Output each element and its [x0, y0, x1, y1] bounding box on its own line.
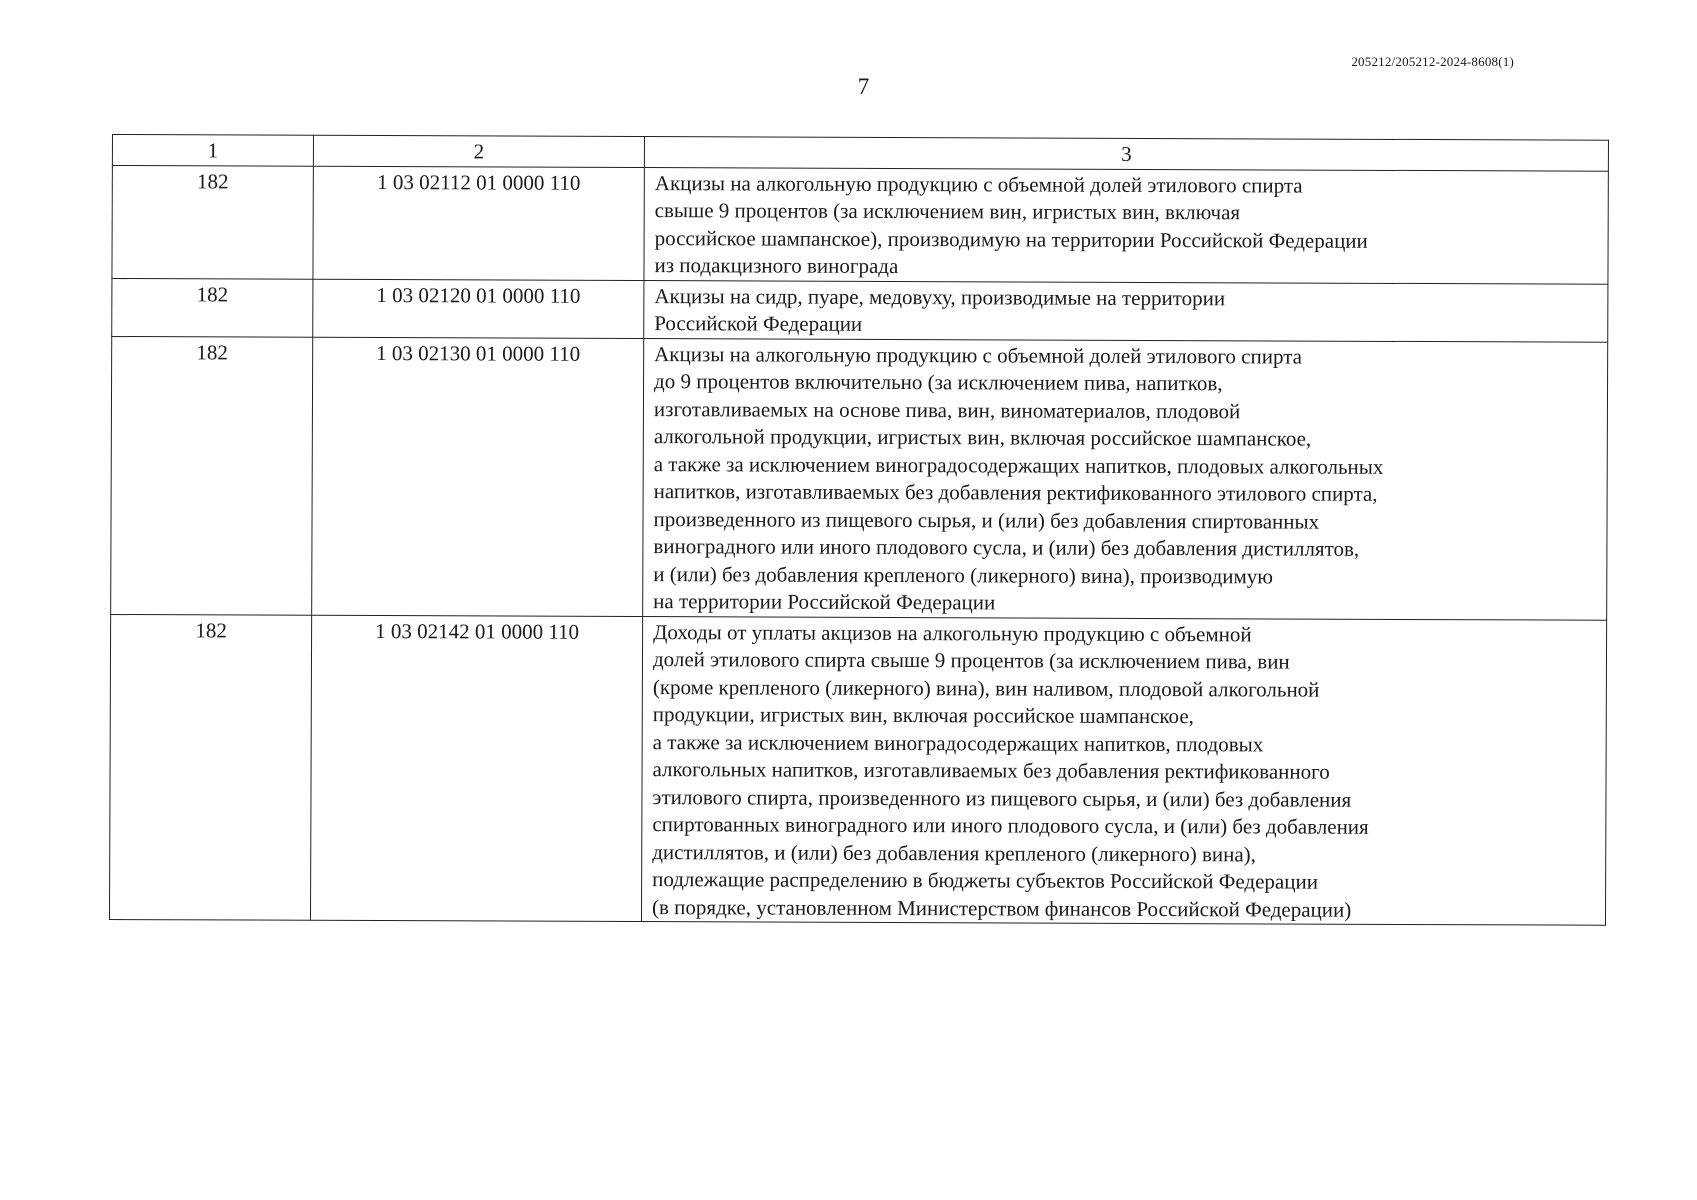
- table-body: [109, 165, 1608, 925]
- description-line: а также за исключением виноградосодержащих напитков, плодовых алкогольных: [653, 451, 1384, 479]
- description-line: продукции, игристых вин, включая российское шампанское,: [652, 702, 1194, 729]
- description-line: на территории Российской Федерации: [653, 589, 996, 615]
- description-line: а также за исключением виноградосодержащих напитков, плодовых: [652, 729, 1264, 756]
- income-description-cell: [641, 616, 1606, 925]
- description-line: Акцизы на алкогольную продукцию с объемной долей этилового спирта: [654, 170, 1303, 198]
- table-row: [111, 336, 1608, 620]
- page-number: 7: [857, 74, 870, 99]
- column-header-3: 3: [644, 137, 1608, 171]
- description-line: виноградного или иного плодового сусла, и (или) без добавления дистиллятов,: [653, 534, 1360, 561]
- table-row: [112, 278, 1608, 342]
- description-line: свыше 9 процентов (за исключением вин, игристых вин, включая: [654, 198, 1241, 225]
- description-line: Российской Федерации: [654, 311, 863, 336]
- budget-classification-code-cell: 1 03 02130 01 0000 110: [312, 337, 644, 616]
- admin-code-cell: 182: [112, 278, 313, 337]
- description-line: этилового спирта, произведенного из пищевого сырья, и (или) без добавления: [652, 784, 1352, 812]
- description-line: Акцизы на сидр, пуаре, медовуху, производимые на территории: [654, 283, 1226, 310]
- description-line: подлежащие распределению в бюджеты субъектов Российской Федерации: [652, 867, 1319, 894]
- description-line: дистиллятов, и (или) без добавления крепленого (ликерного) вина),: [652, 839, 1256, 866]
- excise-codes-table: [109, 134, 1609, 926]
- column-header-1: 1: [112, 135, 313, 166]
- description-line: алкогольных напитков, изготавливаемых без добавления ректификованного: [652, 757, 1330, 784]
- admin-code-cell: 182: [112, 165, 313, 279]
- document-id: 205212/205212-2024-8608(1): [1351, 54, 1514, 69]
- income-description-cell: [643, 338, 1608, 620]
- description-line: (в порядке, установленном Министерством финансов Российской Федерации): [651, 894, 1352, 922]
- budget-classification-code-cell: 1 03 02120 01 0000 110: [313, 279, 644, 338]
- admin-code-cell: 182: [111, 336, 313, 615]
- description-line: до 9 процентов включительно (за исключением пива, напитков,: [654, 369, 1223, 396]
- table-row: [112, 165, 1608, 284]
- description-line: Доходы от уплаты акцизов на алкогольную продукцию с объемной: [653, 619, 1252, 646]
- description-line: напитков, изготавливаемых без добавления ректификованного этилового спирта,: [653, 479, 1378, 506]
- description-line: произведенного из пищевого сырья, и (или) без добавления спиртованных: [653, 506, 1320, 534]
- budget-classification-code-cell: 1 03 02142 01 0000 110: [310, 615, 642, 922]
- table-row: [109, 614, 1606, 925]
- column-header-2: 2: [313, 135, 644, 167]
- description-line: долей этилового спирта свыше 9 процентов (за исключением пива, вин: [652, 647, 1290, 674]
- description-line: и (или) без добавления крепленого (ликерного) вина), производимую: [653, 561, 1274, 588]
- description-line: из подакцизного винограда: [654, 253, 899, 279]
- description-line: Акцизы на алкогольную продукцию с объемной долей этилового спирта: [654, 341, 1303, 369]
- description-line: алкогольной продукции, игристых вин, включая российское шампанское,: [653, 424, 1312, 451]
- description-line: (кроме крепленого (ликерного) вина), вин наливом, плодовой алкогольной: [652, 674, 1320, 702]
- admin-code-cell: 182: [109, 614, 311, 920]
- description-line: российское шампанское), производимую на территории Российской Федерации: [654, 225, 1368, 253]
- description-line: изготавливаемых на основе пива, вин, виноматериалов, плодовой: [653, 396, 1241, 423]
- income-description-cell: [644, 167, 1608, 284]
- income-description-cell: [644, 280, 1608, 342]
- description-line: спиртованных виноградного или иного плодового сусла, и (или) без добавления: [652, 812, 1369, 839]
- budget-classification-code-cell: 1 03 02112 01 0000 110: [313, 166, 644, 280]
